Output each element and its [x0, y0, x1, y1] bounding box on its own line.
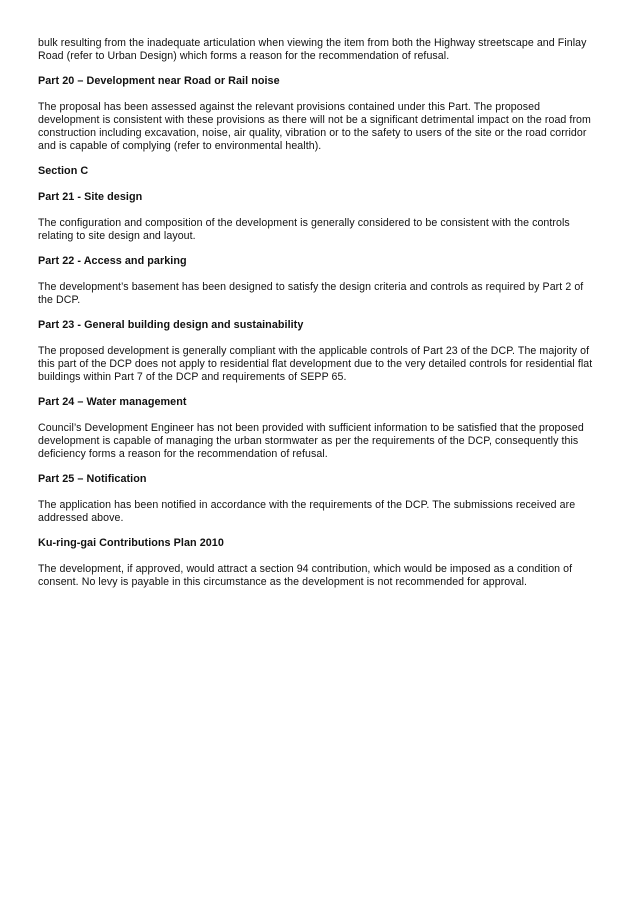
paragraph-part-25: The application has been notified in accordance with the requirements of the DCP. The submissions received are addressed above. — [38, 499, 576, 524]
paragraph-part-21: The configuration and composition of the development is generally considered to be consistent with the controls relating to site design and layout. — [38, 217, 570, 242]
heading-part-24: Part 24 – Water management — [38, 396, 187, 408]
heading-part-23: Part 23 - General building design and sustainability — [38, 319, 304, 331]
paragraph-part-22: The development’s basement has been designed to satisfy the design criteria and controls as required by Part 2 of the DCP. — [38, 281, 584, 306]
document-page — [38, 37, 594, 601]
heading-part-21: Part 21 - Site design — [38, 191, 143, 203]
paragraph-part-20: The proposal has been assessed against the relevant provisions contained under this Part. The proposed development is consistent with these provisions as there will not be a significant detrimental impact on the road from construction including excavation, noise, air quality, vibration or to the safety to users of the site or the road corridor and is capable of complying (refer to environmental health). — [38, 101, 591, 152]
heading-part-22: Part 22 - Access and parking — [38, 255, 187, 267]
paragraph-part-23: The proposed development is generally compliant with the applicable controls of Part 23 of the DCP. The majority of this part of the DCP does not apply to residential flat development due to the very detailed controls for residential flat buildings within Part 7 of the DCP and requirements of SEPP 65. — [38, 345, 593, 383]
heading-contributions-plan: Ku-ring-gai Contributions Plan 2010 — [38, 537, 224, 549]
paragraph-part-24: Council’s Development Engineer has not been provided with sufficient information to be satisfied that the proposed development is capable of managing the urban stormwater as per the requirements of the DCP, consequently this deficiency forms a reason for the recommendation of refusal. — [38, 422, 584, 460]
heading-part-25: Part 25 – Notification — [38, 473, 147, 485]
heading-part-20: Part 20 – Development near Road or Rail noise — [38, 75, 280, 87]
intro-paragraph: bulk resulting from the inadequate articulation when viewing the item from both the Highway streetscape and Finlay Road (refer to Urban Design) which forms a reason for the recommendation of refusal. — [38, 37, 587, 62]
heading-section-c: Section C — [38, 165, 89, 177]
paragraph-contributions-plan: The development, if approved, would attract a section 94 contribution, which would be imposed as a condition of consent. No levy is payable in this circumstance as the development is not recommended for approval. — [38, 563, 573, 588]
